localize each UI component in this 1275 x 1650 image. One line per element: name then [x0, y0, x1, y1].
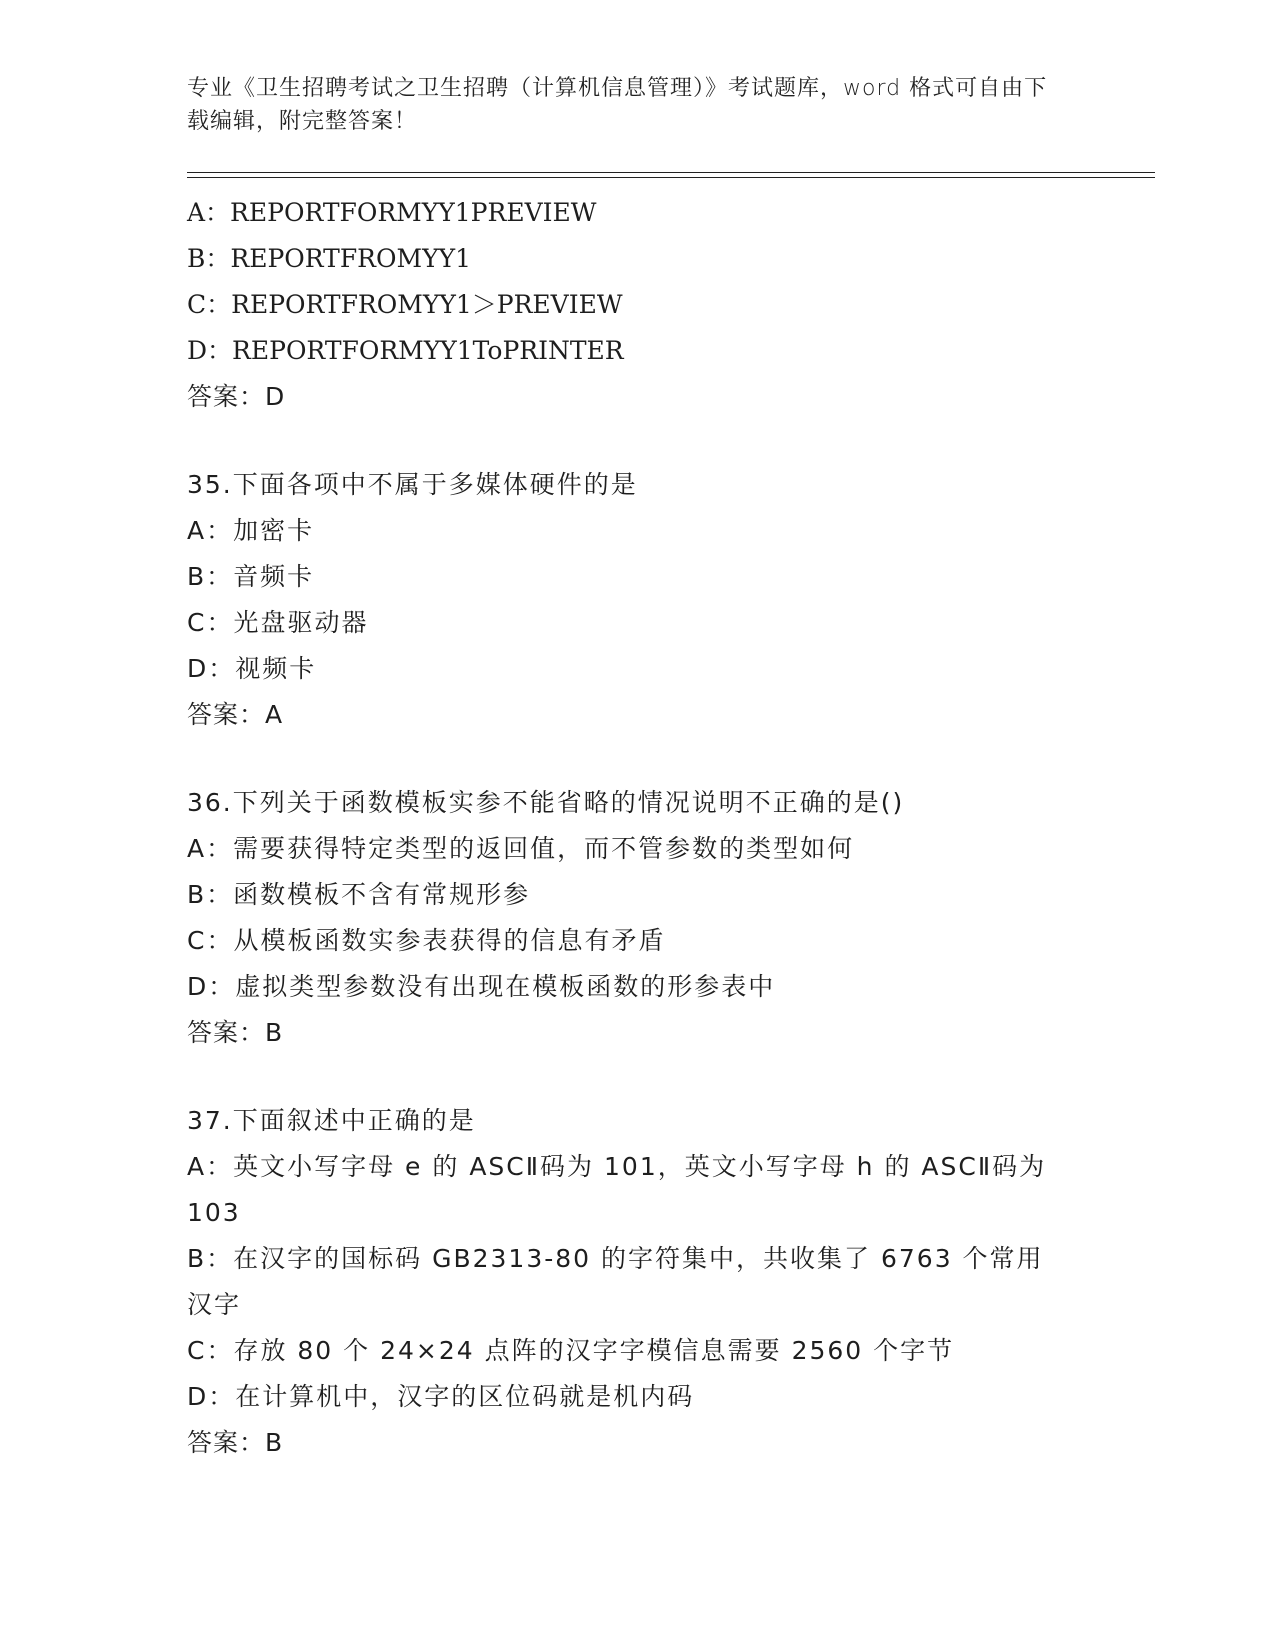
- spacer: [187, 420, 1067, 462]
- option-b: B：函数模板不含有常规形参: [187, 880, 531, 909]
- question-title: 35.下面各项中不属于多媒体硬件的是: [187, 470, 638, 499]
- answer-line: [187, 692, 1067, 738]
- option-c: C：从模板函数实参表获得的信息有矛盾: [187, 926, 666, 955]
- option-b: B：REPORTFROMYY1: [187, 244, 471, 273]
- option-a: A：加密卡: [187, 516, 315, 545]
- header-divider-top: [187, 172, 1155, 173]
- option-d: D：虚拟类型参数没有出现在模板函数的形参表中: [187, 972, 776, 1001]
- option-c: C：光盘驱动器: [187, 608, 369, 637]
- answer-value: A: [265, 700, 284, 729]
- option-c: C：存放 80 个 24×24 点阵的汉字字模信息需要 2560 个字节: [187, 1336, 955, 1365]
- answer-line: [187, 1420, 1067, 1466]
- spacer: [187, 738, 1067, 780]
- answer-value: D: [265, 382, 286, 411]
- document-header: [187, 72, 1067, 138]
- option-d: D：REPORTFORMYY1ToPRINTER: [187, 336, 624, 365]
- header-text: 专业《卫生招聘考试之卫生招聘（计算机信息管理）》考试题库，word 格式可自由下载编辑，附完整答案！: [187, 76, 1048, 134]
- option-a: A：REPORTFORMYY1PREVIEW: [187, 198, 597, 227]
- answer-label: 答案：: [187, 1018, 266, 1047]
- question-title: 36.下列关于函数模板实参不能省略的情况说明不正确的是(): [187, 788, 905, 817]
- answer-label: 答案：: [187, 1428, 266, 1457]
- question-34-block: [187, 190, 1067, 420]
- question-list: [187, 190, 1067, 1466]
- question-title: 37.下面叙述中正确的是: [187, 1106, 476, 1135]
- question-36-block: [187, 780, 1067, 1056]
- option-b: B：在汉字的国标码 GB2313-80 的字符集中，共收集了 6763 个常用汉字: [187, 1244, 1044, 1319]
- option-a: A：需要获得特定类型的返回值，而不管参数的类型如何: [187, 834, 855, 863]
- answer-label: 答案：: [187, 700, 266, 729]
- header-divider-bottom: [187, 177, 1155, 178]
- answer-line: [187, 374, 1067, 420]
- answer-value: B: [265, 1428, 284, 1457]
- option-d: D：视频卡: [187, 654, 317, 683]
- option-b: B：音频卡: [187, 562, 315, 591]
- option-a: A：英文小写字母 e 的 ASCⅡ码为 101，英文小写字母 h 的 ASCⅡ码为 103: [187, 1152, 1047, 1227]
- question-35-block: [187, 462, 1067, 738]
- spacer: [187, 1056, 1067, 1098]
- question-37-block: [187, 1098, 1067, 1466]
- option-d: D：在计算机中，汉字的区位码就是机内码: [187, 1382, 695, 1411]
- option-c: C：REPORTFROMYY1＞PREVIEW: [187, 290, 623, 319]
- answer-value: B: [265, 1018, 284, 1047]
- answer-line: [187, 1010, 1067, 1056]
- answer-label: 答案：: [187, 382, 266, 411]
